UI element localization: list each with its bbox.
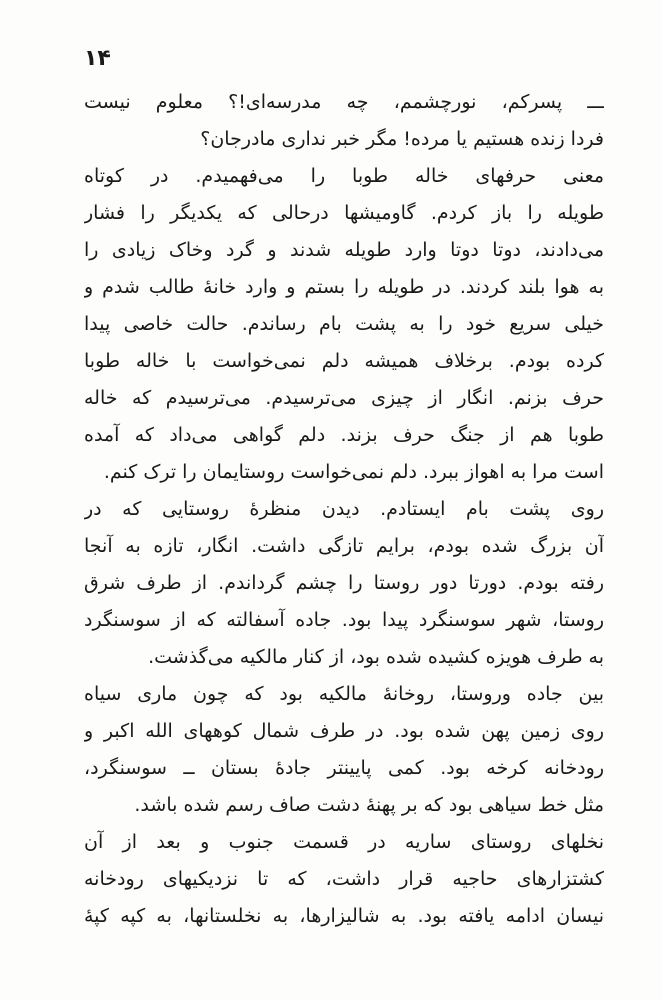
text-line: به هوا بلند کردند. در طویله را بستم و وارد خانهٔ طالب شدم و	[84, 276, 604, 298]
text-line: مثل خط سیاهی بود که بر پهنهٔ دشت صاف رسم شده باشد.	[134, 794, 604, 816]
text-line: به طرف هویزه کشیده شده بود، از کنار مالکیه می‌گذشت.	[148, 646, 604, 668]
text-line: کرده بودم. برخلاف همیشه دلم نمی‌خواست با خاله طوبا	[84, 350, 604, 372]
text-line: خیلی سریع خود را به پشت بام رساندم. حالت خاصی پیدا	[84, 313, 604, 335]
body-text	[84, 84, 604, 935]
text-line: روی زمین پهن شده بود. در طرف شمال کوههای الله اکبر و	[84, 720, 604, 742]
text-line: ـــ پسرکم، نورچشمم، چه مدرسه‌ای!؟ معلوم نیست	[84, 91, 604, 113]
text-line: معنی حرفهای خاله طوبا را می‌فهمیدم. در کوتاه	[84, 165, 604, 187]
text-line: رفته بودم. دورتا دور روستا را چشم گرداندم. از طرف شرق	[84, 572, 604, 594]
text-line: نخلهای روستای ساریه در قسمت جنوب و بعد از آن	[84, 831, 604, 853]
text-line: روی پشت بام ایستادم. دیدن منظرهٔ روستایی که در	[84, 498, 604, 520]
text-line: آن بزرگ شده بودم، برایم تازگی داشت. انگار، تازه به آنجا	[84, 535, 604, 557]
text-line: حرف بزنم. انگار از چیزی می‌ترسیدم. می‌ترسیدم که خاله	[84, 387, 604, 409]
text-line: رودخانه کرخه بود. کمی پایینتر جادهٔ بستان ــ سوسنگرد،	[84, 757, 604, 779]
text-line: روستا، شهر سوسنگرد پیدا بود. جاده آسفالته که از سوسنگرد	[84, 609, 604, 631]
text-line: فردا زنده هستیم یا مرده! مگر خبر نداری مادرجان؟	[200, 128, 604, 150]
text-line: است مرا به اهواز ببرد. دلم نمی‌خواست روستایمان را ترک کنم.	[103, 461, 604, 483]
text-line: می‌دادند، دوتا دوتا وارد طویله شدند و گرد وخاک زیادی را	[84, 239, 604, 261]
text-line: کشتزارهای حاجیه قرار داشت، که تا نزدیکیهای رودخانه	[84, 868, 604, 890]
text-line: نیسان ادامه یافته بود. به شالیزارها، به نخلستانها، به کپه کپهٔ	[84, 905, 604, 927]
text-line: طوبا هم از جنگ حرف بزند. دلم گواهی می‌داد که آمده	[84, 424, 604, 446]
text-line: طویله را باز کردم. گاومیشها درحالی که یکدیگر را فشار	[84, 202, 604, 224]
page-number: ۱۴	[84, 46, 111, 71]
text-line: بین جاده وروستا، روخانهٔ مالکیه بود که چون ماری سیاه	[84, 683, 604, 705]
